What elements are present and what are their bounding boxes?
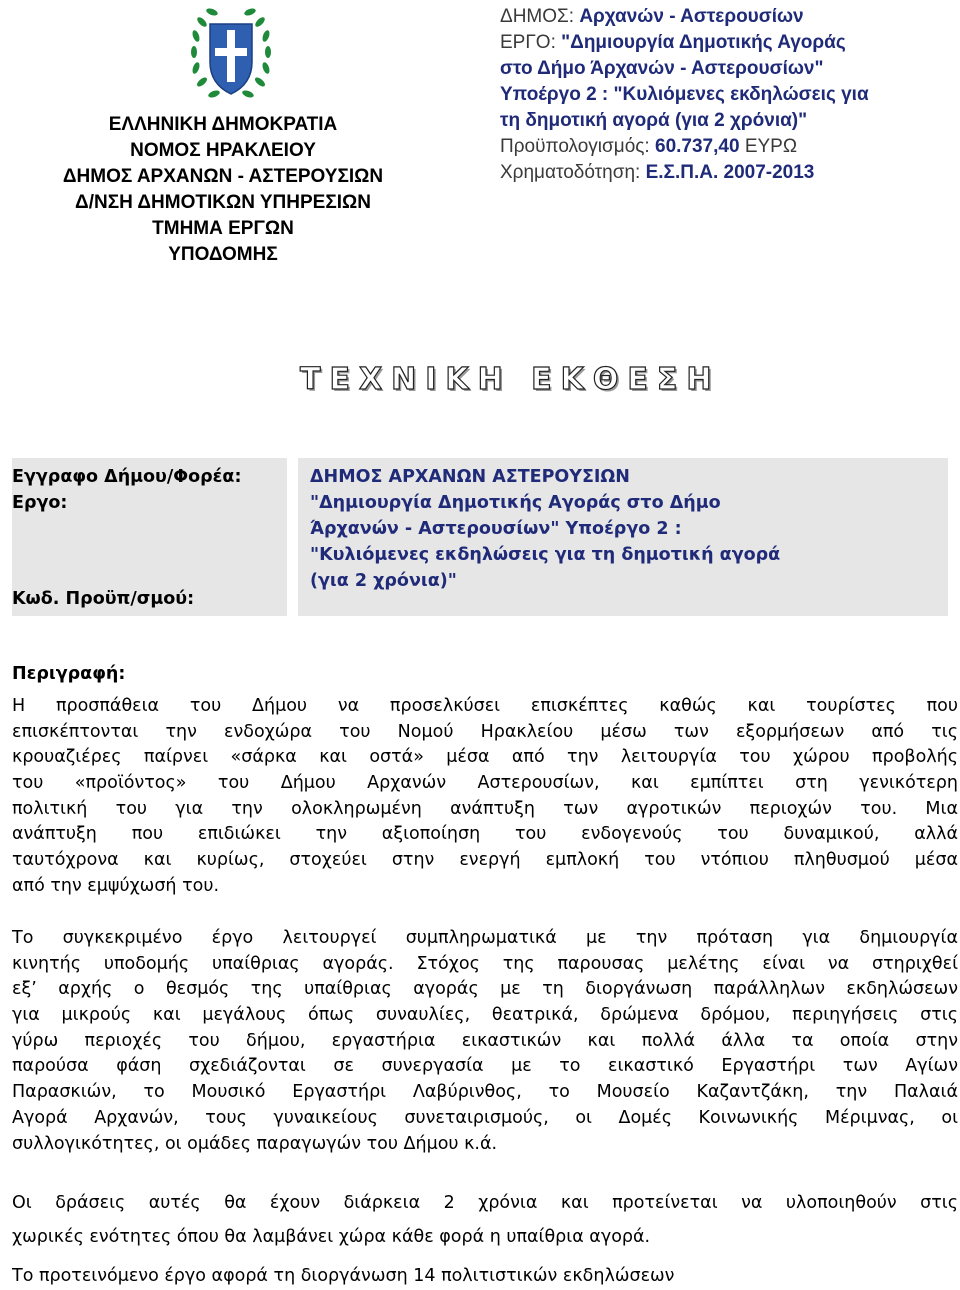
info-value-line: "Δημιουργία Δημοτικής Αγοράς στο Δήμο [310,493,721,513]
info-value-line: "Κυλιόμενες εκδηλώσεις για τη δημοτική αγορά [310,545,781,565]
work-label: ΕΡΓΟ: [500,32,556,53]
description-paragraph-4 [12,1264,958,1290]
text-line: Οι δράσεις αυτές θα έχουν διάρκεια 2 χρόνια και προτείνεται να υλοποιηθούν στις [12,1193,958,1213]
text-line: πολιτική του για την ολοκληρωμένη ανάπτυξη των αγροτικών περιοχών του. Μια [12,798,958,819]
description-heading: Περιγραφή: [12,664,126,684]
greek-coat-of-arms-icon [188,4,274,104]
work-field-label: Εργο: [12,493,68,513]
document-label: Εγγραφο Δήμου/Φορέα: [12,467,242,487]
text-line: ανάπτυξη που επιδιώκει την αξιοποίηση του ενδογενούς του δυναμικού, αλλά [12,824,958,845]
budget-code-label: Κωδ. Προϋπ/σμού: [12,589,195,609]
info-value-line: Άρχανών - Αστερουσίων" Υποέργο 2 : [310,519,682,539]
info-values-box [298,458,948,616]
text-line: επισκέπτονται την ενδοχώρα του Νομού Ηρακλείου μέσω των εξορμήσεων από τις [12,721,958,742]
text-line: Το προτεινόμενο έργο αφορά τη διοργάνωση 14 πολιτιστικών εκδηλώσεων [12,1266,675,1286]
text-line: συλλογικότητες, οι ομάδες παραγωγών του Δήμου κ.ά. [12,1133,498,1154]
work-row [500,30,950,56]
text-line: ταυτόχρονα και κυρίως, στοχεύει στην ενεργή εμπλοκή του ντόπιου πληθυσμού μέσα [12,850,958,871]
info-labels-box [12,458,287,616]
text-line: για μικρούς και μεγάλους όπως συναυλίες, θεατρικά, δρώμενα δρόμου, περιηγήσεις στις [12,1005,958,1026]
text-line: κινητής υποδομής υπαίθριας αγοράς. Στόχος της παρουσας μελέτης είναι να στηριχθεί [12,953,958,974]
work-title-line: τη δημοτική αγορά (για 2 χρόνια)" [500,110,808,131]
municipality-value: Αρχανών - Αστερουσίων [579,6,804,27]
text-line: παρούσα φάση σχεδιάζονται σε συνεργασία με το εικαστικό Εργαστήρι των Αγίων [12,1056,958,1077]
municipality-label: ΔΗΜΟΣ: [500,6,575,27]
work-title-line: "Δημιουργία Δημοτικής Αγοράς [561,32,846,53]
text-line: Παρασκιών, το Μουσικό Εργαστήρι Λαβύρινθος, το Μουσείο Καζαντζάκη, την Παλαιά [12,1082,958,1103]
authority-line: ΤΜΗΜΑ ΕΡΓΩΝ [152,218,294,239]
authority-line: ΕΛΛΗΝΙΚΗ ΔΗΜΟΚΡΑΤΙΑ [108,114,338,135]
budget-label: Προϋπολογισμός: [500,136,650,157]
info-value-line: (για 2 χρόνια)" [310,571,457,591]
description-paragraph-3 [12,1186,958,1254]
funding-row [500,160,950,186]
text-line: γύρω περιοχές του δήμου, εργαστήρια εικαστικών και πολλά άλλα τα οποία στην [12,1030,958,1051]
funding-value: Ε.Σ.Π.Α. 2007-2013 [645,162,815,183]
municipality-row [500,4,950,30]
authority-line: ΔΗΜΟΣ ΑΡΧΑΝΩΝ - ΑΣΤΕΡΟΥΣΙΩΝ [62,166,384,187]
text-line: Αγορά Αρχανών, τους γυναικείους συνεταιρισμούς, οι Δομές Κοινωνικής Μέριμνας, οι [12,1107,958,1128]
funding-label: Χρηματοδότηση: [500,162,641,183]
authority-line: Δ/ΝΣΗ ΔΗΜΟΤΙΚΩΝ ΥΠΗΡΕΣΙΩΝ [75,192,371,213]
project-details [500,4,950,186]
budget-value: 60.737,40 [655,136,740,157]
authority-line: ΥΠΟΔΟΜΗΣ [168,244,278,265]
text-line: κρουαζιέρες παίρνει «σάρκα και οστά» μέσα από την λειτουργία του χώρου προβολής [12,747,958,768]
description-paragraph-1 [12,694,958,900]
budget-currency: ΕΥΡΩ [744,136,798,157]
authority-line: ΝΟΜΟΣ ΗΡΑΚΛΕΙΟΥ [130,140,316,161]
text-line: Η προσπάθεια του Δήμου να προσελκύσει επισκέπτες καθώς και τουρίστες που [12,696,958,716]
work-title-line: Υποέργο 2 : "Κυλιόμενες εκδηλώσεις για [500,84,869,105]
description-paragraph-2 [12,926,958,1157]
budget-row [500,134,950,160]
work-title-line: στο Δήμο Άρχανών - Αστερουσίων" [500,58,824,79]
info-value-line: ΔΗΜΟΣ ΑΡΧΑΝΩΝ ΑΣΤΕΡΟΥΣΙΩΝ [310,467,630,487]
text-line: χωρικές ενότητες όπου θα λαμβάνει χώρα κάθε φορά η υπαίθρια αγορά. [12,1227,651,1247]
issuing-authority [60,112,386,268]
text-line: του «προϊόντος» του Δήμου Αρχανών Αστερουσίων, και εμπίπτει στη γενικότερη [12,773,958,794]
document-title: ΤΕΧΝΙΚΗ ΕΚΘΕΣΗ [300,362,721,397]
text-line: Το συγκεκριμένο έργο λειτουργεί συμπληρωματικά με την πρόταση για δημιουργία [12,928,958,948]
text-line: εξ’ αρχής ο θεσμός της υπαίθριας αγοράς με τη διοργάνωση παράλληλων εκδηλώσεων [12,979,958,1000]
text-line: από την εμψύχωσή του. [12,875,220,896]
